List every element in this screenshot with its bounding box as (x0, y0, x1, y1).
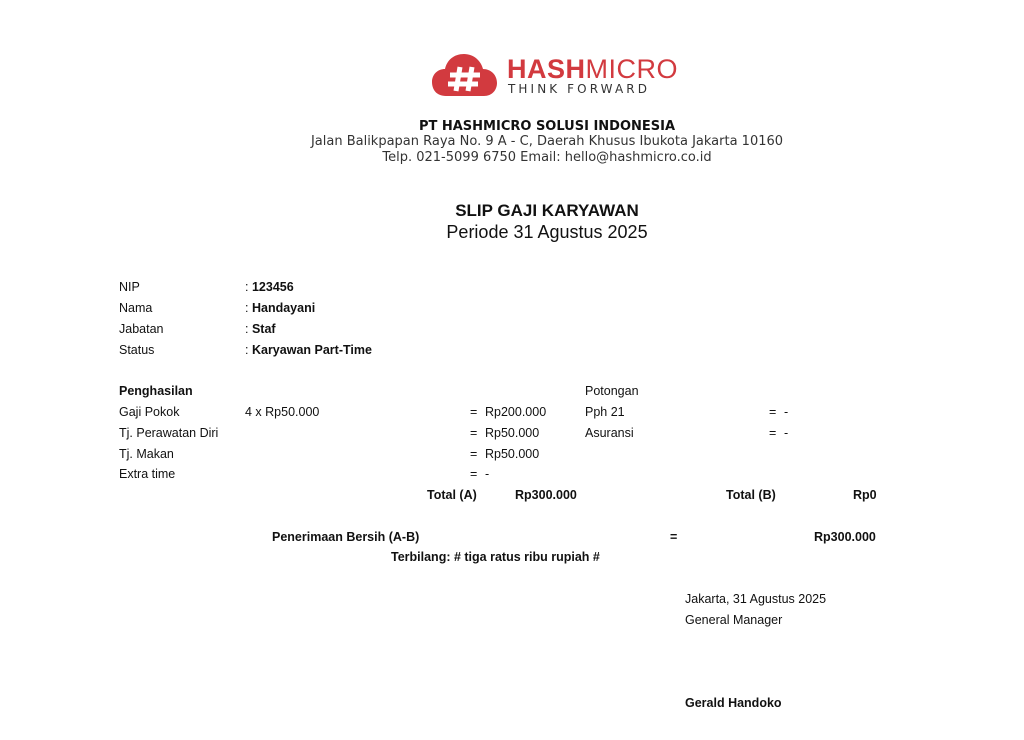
brand-name: HASHMICRO (507, 54, 679, 84)
asuransi-label: Asuransi (585, 426, 634, 440)
status-value: Karyawan Part-Time (251, 343, 372, 357)
equals-sign: = (769, 405, 777, 419)
status-field: : Karyawan Part-Time (245, 343, 372, 357)
gaji-pokok-label: Gaji Pokok (119, 405, 180, 419)
makan-label: Tj. Makan (119, 447, 174, 461)
signature-name: Gerald Handoko (685, 696, 782, 710)
pph21-label: Pph 21 (585, 405, 625, 419)
net-in-words: Terbilang: # tiga ratus ribu rupiah # (391, 550, 600, 564)
extra-time-value: - (485, 467, 490, 481)
income-heading: Penghasilan (119, 384, 193, 398)
status-label: Status (119, 343, 155, 357)
nip-value: 123456 (251, 280, 294, 294)
equals-sign: = (769, 426, 777, 440)
company-address: Jalan Balikpapan Raya No. 9 A - C, Daerah Khusus Ibukota Jakarta 10160 (310, 134, 784, 149)
position-field: : Staf (245, 322, 276, 336)
total-a-value: Rp300.000 (515, 488, 577, 502)
gaji-pokok-calc: 4 x Rp50.000 (245, 405, 320, 419)
extra-time-label: Extra time (119, 467, 176, 481)
name-label: Nama (119, 301, 153, 315)
total-a-label: Total (A) (427, 488, 477, 502)
position-label: Jabatan (119, 322, 164, 336)
net-income-value: Rp300.000 (814, 530, 876, 544)
slip-period: Periode 31 Agustus 2025 (446, 222, 648, 242)
equals-sign: = (470, 426, 478, 440)
company-name: PT HASHMICRO SOLUSI INDONESIA (418, 119, 676, 134)
net-equals-sign: = (670, 530, 678, 544)
net-income-label: Penerimaan Bersih (A-B) (272, 530, 420, 544)
equals-sign: = (470, 467, 478, 481)
cloud-hash-icon (432, 52, 498, 98)
nip-label: NIP (119, 280, 140, 294)
nip-field: : 123456 (245, 280, 294, 294)
signature-role: General Manager (685, 613, 783, 627)
company-logo (432, 52, 679, 100)
makan-value: Rp50.000 (485, 447, 540, 461)
total-b-value: Rp0 (853, 488, 877, 502)
position-value: Staf (251, 322, 276, 336)
perawatan-value: Rp50.000 (485, 426, 540, 440)
company-contact: Telp. 021-5099 6750 Email: hello@hashmicro.co.id (382, 150, 712, 165)
total-b-label: Total (B) (726, 488, 776, 502)
brand-tagline: THINK FORWARD (508, 82, 651, 96)
equals-sign: = (470, 405, 478, 419)
name-value: Handayani (251, 301, 316, 315)
signature-place-date: Jakarta, 31 Agustus 2025 (685, 592, 827, 606)
slip-title: SLIP GAJI KARYAWAN (455, 201, 639, 220)
gaji-pokok-value: Rp200.000 (485, 405, 547, 419)
name-field: : Handayani (245, 301, 316, 315)
pph21-value: - (784, 405, 789, 419)
deductions-heading: Potongan (585, 384, 639, 398)
asuransi-value: - (784, 426, 789, 440)
perawatan-label: Tj. Perawatan Diri (119, 426, 219, 440)
equals-sign: = (470, 447, 478, 461)
